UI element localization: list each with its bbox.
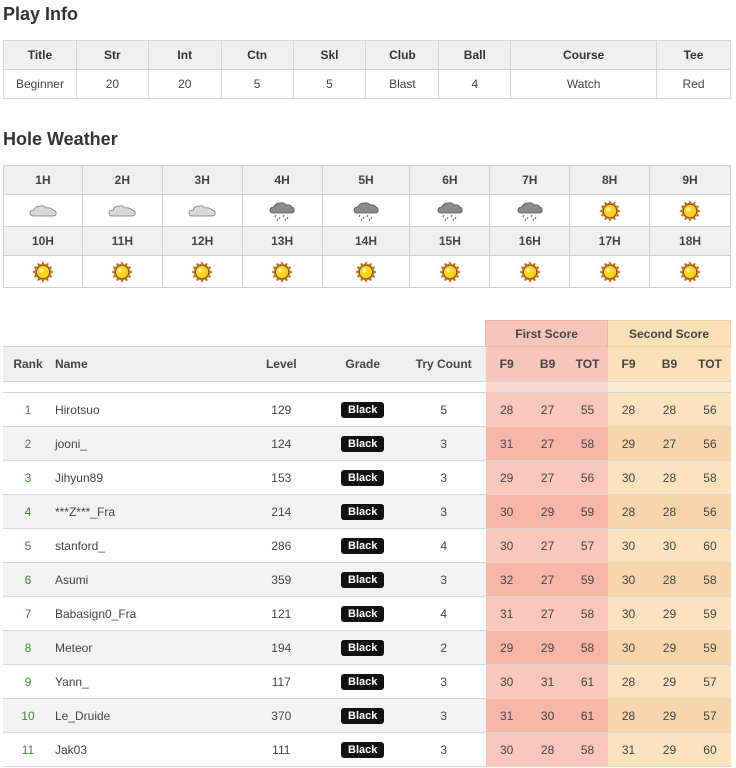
play-header-club: Club <box>366 41 439 70</box>
play-header-str: Str <box>76 41 148 70</box>
first-f9-cell: 30 <box>486 733 528 767</box>
second-b9-cell: 29 <box>649 699 689 733</box>
level-cell: 153 <box>239 461 324 495</box>
player-name-link[interactable]: ***Z***_Fra <box>53 495 239 529</box>
play-header-title: Title <box>4 41 77 70</box>
play-header-ctn: Ctn <box>221 41 293 70</box>
ranking-table <box>3 320 731 767</box>
first-tot-cell: 57 <box>568 529 608 563</box>
hole-weather-cell-5h <box>322 195 410 227</box>
second-tot-cell: 56 <box>689 495 730 529</box>
first-b9-cell: 29 <box>528 495 568 529</box>
first-f9-cell: 30 <box>486 665 528 699</box>
grade-cell <box>324 529 402 563</box>
hole-label-8h: 8H <box>570 166 650 195</box>
second-b9-cell: 30 <box>649 529 689 563</box>
hole-weather-cell-8h <box>570 195 650 227</box>
grade-cell <box>324 597 402 631</box>
hole-weather-cell-9h <box>650 195 731 227</box>
sun-icon <box>570 200 649 222</box>
grade-cell <box>324 461 402 495</box>
hole-label-10h: 10H <box>4 227 83 256</box>
hole-weather-cell-2h <box>82 195 162 227</box>
first-tot-cell: 61 <box>568 699 608 733</box>
hole-label-4h: 4H <box>242 166 322 195</box>
rain-cloud-icon <box>490 199 569 223</box>
try-count-column-header[interactable]: Try Count <box>402 347 486 382</box>
first-f9-cell: 31 <box>486 427 528 461</box>
first-f9-cell: 30 <box>486 495 528 529</box>
grade-cell <box>324 427 402 461</box>
ranking-row[interactable] <box>3 665 731 699</box>
first-b9-cell: 28 <box>528 733 568 767</box>
second-tot-cell: 58 <box>689 563 730 597</box>
hole-weather-cell-14h <box>322 256 410 288</box>
hole-label-14h: 14H <box>322 227 410 256</box>
hole-label-9h: 9H <box>650 166 731 195</box>
first-f9-cell: 28 <box>486 393 528 427</box>
hole-label-6h: 6H <box>410 166 490 195</box>
first-tot-cell: 59 <box>568 563 608 597</box>
second-f9-cell: 28 <box>608 665 650 699</box>
second-tot-cell: 56 <box>689 393 730 427</box>
first-tot-cell: 55 <box>568 393 608 427</box>
first-b9-cell: 31 <box>528 665 568 699</box>
grade-badge: Black <box>341 504 384 520</box>
level-cell: 129 <box>239 393 324 427</box>
grade-badge: Black <box>341 606 384 622</box>
try-count-cell: 3 <box>402 699 486 733</box>
ranking-row[interactable] <box>3 733 731 767</box>
grade-badge: Black <box>341 436 384 452</box>
grade-badge: Black <box>341 742 384 758</box>
first-f9-cell: 29 <box>486 461 528 495</box>
first-tot-cell: 56 <box>568 461 608 495</box>
ranking-row[interactable] <box>3 699 731 733</box>
cloud-icon <box>83 201 162 221</box>
first-tot-cell: 58 <box>568 733 608 767</box>
first-tot-cell: 61 <box>568 665 608 699</box>
player-name-link[interactable]: Jihyun89 <box>53 461 239 495</box>
first-tot-cell: 58 <box>568 631 608 665</box>
rank-cell: 1 <box>3 393 53 427</box>
first-b9-cell: 27 <box>528 461 568 495</box>
player-name-link[interactable]: Babasign0_Fra <box>53 597 239 631</box>
play-value-ctn: 5 <box>221 70 293 99</box>
sun-icon <box>650 200 730 222</box>
play-value-str: 20 <box>76 70 148 99</box>
sun-icon <box>410 261 489 283</box>
ranking-row[interactable] <box>3 529 731 563</box>
second-f9-cell: 28 <box>608 393 650 427</box>
first-f9-header: F9 <box>486 347 528 382</box>
first-f9-cell: 31 <box>486 597 528 631</box>
hole-weather-cell-4h <box>242 195 322 227</box>
level-cell: 111 <box>239 733 324 767</box>
second-tot-cell: 57 <box>689 665 730 699</box>
level-cell: 286 <box>239 529 324 563</box>
second-b9-cell: 29 <box>649 631 689 665</box>
second-b9-cell: 29 <box>649 665 689 699</box>
hole-label-5h: 5H <box>322 166 410 195</box>
first-b9-cell: 27 <box>528 563 568 597</box>
rain-cloud-icon <box>323 199 410 223</box>
second-b9-cell: 28 <box>649 495 689 529</box>
play-value-int: 20 <box>148 70 221 99</box>
second-f9-cell: 29 <box>608 427 650 461</box>
grade-cell <box>324 665 402 699</box>
hole-weather-cell-3h <box>162 195 242 227</box>
grade-cell <box>324 631 402 665</box>
grade-badge: Black <box>341 640 384 656</box>
second-b9-cell: 29 <box>649 733 689 767</box>
rank-cell: 5 <box>3 529 53 563</box>
rank-column-header[interactable]: Rank <box>3 347 53 382</box>
first-tot-header: TOT <box>568 347 608 382</box>
second-f9-cell: 30 <box>608 529 650 563</box>
hole-weather-cell-11h <box>82 256 162 288</box>
hole-label-7h: 7H <box>490 166 570 195</box>
grade-badge: Black <box>341 402 384 418</box>
first-f9-cell: 32 <box>486 563 528 597</box>
play-info-title: Play Info <box>3 4 79 24</box>
player-name-link[interactable]: Jak03 <box>53 733 239 767</box>
sun-icon <box>243 261 322 283</box>
play-value-title: Beginner <box>4 70 77 99</box>
rank-cell: 3 <box>3 461 53 495</box>
second-f9-cell: 28 <box>608 495 650 529</box>
play-header-course: Course <box>511 41 657 70</box>
player-name-link[interactable]: stanford_ <box>53 529 239 563</box>
sun-icon <box>83 261 162 283</box>
second-tot-cell: 60 <box>689 529 730 563</box>
second-b9-cell: 29 <box>649 597 689 631</box>
level-cell: 121 <box>239 597 324 631</box>
first-b9-cell: 27 <box>528 393 568 427</box>
ranking-row[interactable] <box>3 495 731 529</box>
first-b9-cell: 27 <box>528 529 568 563</box>
rank-cell: 11 <box>3 733 53 767</box>
second-tot-cell: 59 <box>689 631 730 665</box>
sun-icon <box>163 261 242 283</box>
second-b9-cell: 28 <box>649 393 689 427</box>
first-f9-cell: 29 <box>486 631 528 665</box>
try-count-cell: 4 <box>402 529 486 563</box>
hole-weather-cell-13h <box>242 256 322 288</box>
second-f9-cell: 30 <box>608 597 650 631</box>
level-cell: 117 <box>239 665 324 699</box>
second-f9-cell: 31 <box>608 733 650 767</box>
player-name-link[interactable]: Le_Druide <box>53 699 239 733</box>
rank-cell: 9 <box>3 665 53 699</box>
level-column-header[interactable]: Level <box>239 347 324 382</box>
first-b9-cell: 27 <box>528 427 568 461</box>
grade-badge: Black <box>341 538 384 554</box>
hole-label-1h: 1H <box>4 166 83 195</box>
try-count-cell: 3 <box>402 427 486 461</box>
first-tot-cell: 59 <box>568 495 608 529</box>
hole-weather-cell-6h <box>410 195 490 227</box>
second-f9-header: F9 <box>608 347 650 382</box>
grade-cell <box>324 699 402 733</box>
hole-weather-table <box>3 165 731 288</box>
second-tot-cell: 60 <box>689 733 730 767</box>
rank-cell: 4 <box>3 495 53 529</box>
second-tot-cell: 56 <box>689 427 730 461</box>
hole-weather-cell-18h <box>650 256 731 288</box>
hole-label-2h: 2H <box>82 166 162 195</box>
ranking-row[interactable] <box>3 597 731 631</box>
try-count-cell: 5 <box>402 393 486 427</box>
ranking-row[interactable] <box>3 631 731 665</box>
first-b9-cell: 29 <box>528 631 568 665</box>
second-tot-cell: 57 <box>689 699 730 733</box>
rank-cell: 2 <box>3 427 53 461</box>
level-cell: 124 <box>239 427 324 461</box>
play-header-tee: Tee <box>657 41 731 70</box>
second-b9-cell: 27 <box>649 427 689 461</box>
second-b9-cell: 28 <box>649 563 689 597</box>
player-name-link[interactable]: Yann_ <box>53 665 239 699</box>
hole-label-17h: 17H <box>570 227 650 256</box>
hole-label-18h: 18H <box>650 227 731 256</box>
hole-label-3h: 3H <box>162 166 242 195</box>
hole-weather-cell-10h <box>4 256 83 288</box>
name-column-header[interactable]: Name <box>53 347 239 382</box>
first-f9-cell: 30 <box>486 529 528 563</box>
second-tot-cell: 58 <box>689 461 730 495</box>
grade-cell <box>324 733 402 767</box>
hole-label-15h: 15H <box>410 227 490 256</box>
grade-badge: Black <box>341 470 384 486</box>
level-cell: 359 <box>239 563 324 597</box>
first-b9-cell: 27 <box>528 597 568 631</box>
level-cell: 370 <box>239 699 324 733</box>
player-name-link[interactable]: jooni_ <box>53 427 239 461</box>
rain-cloud-icon <box>243 199 322 223</box>
hole-weather-cell-7h <box>490 195 570 227</box>
hole-label-12h: 12H <box>162 227 242 256</box>
rank-cell: 10 <box>3 699 53 733</box>
second-tot-cell: 59 <box>689 597 730 631</box>
play-value-ball: 4 <box>439 70 511 99</box>
second-f9-cell: 30 <box>608 631 650 665</box>
hole-label-16h: 16H <box>490 227 570 256</box>
play-header-ball: Ball <box>439 41 511 70</box>
try-count-cell: 3 <box>402 563 486 597</box>
first-score-header: First Score <box>486 321 608 347</box>
hole-weather-cell-16h <box>490 256 570 288</box>
play-value-club: Blast <box>366 70 439 99</box>
hole-weather-cell-17h <box>570 256 650 288</box>
try-count-cell: 3 <box>402 461 486 495</box>
try-count-cell: 3 <box>402 665 486 699</box>
second-f9-cell: 28 <box>608 699 650 733</box>
sun-icon <box>490 261 569 283</box>
try-count-cell: 3 <box>402 495 486 529</box>
play-value-skl: 5 <box>293 70 366 99</box>
grade-column-header[interactable]: Grade <box>324 347 402 382</box>
rank-cell: 8 <box>3 631 53 665</box>
first-tot-cell: 58 <box>568 597 608 631</box>
first-b9-header: B9 <box>528 347 568 382</box>
sun-icon <box>650 261 730 283</box>
second-f9-cell: 30 <box>608 461 650 495</box>
hole-label-13h: 13H <box>242 227 322 256</box>
level-cell: 194 <box>239 631 324 665</box>
player-name-link[interactable]: Asumi <box>53 563 239 597</box>
play-value-course: Watch <box>511 70 657 99</box>
second-tot-header: TOT <box>689 347 730 382</box>
hole-weather-cell-1h <box>4 195 83 227</box>
hole-label-11h: 11H <box>82 227 162 256</box>
grade-cell <box>324 563 402 597</box>
grade-cell <box>324 393 402 427</box>
rain-cloud-icon <box>410 199 489 223</box>
player-name-link[interactable]: Hirotsuo <box>53 393 239 427</box>
play-info-table <box>3 40 731 99</box>
hole-weather-title: Hole Weather <box>3 129 118 149</box>
play-value-tee: Red <box>657 70 731 99</box>
sun-icon <box>570 261 649 283</box>
grade-cell <box>324 495 402 529</box>
try-count-cell: 2 <box>402 631 486 665</box>
ranking-row[interactable] <box>3 393 731 427</box>
cloud-icon <box>4 201 82 221</box>
hole-weather-cell-12h <box>162 256 242 288</box>
second-b9-cell: 28 <box>649 461 689 495</box>
ranking-row[interactable] <box>3 427 731 461</box>
sun-icon <box>323 261 410 283</box>
cloud-icon <box>163 201 242 221</box>
ranking-row[interactable] <box>3 563 731 597</box>
grade-badge: Black <box>341 572 384 588</box>
second-score-header: Second Score <box>608 321 731 347</box>
grade-badge: Black <box>341 674 384 690</box>
rank-cell: 6 <box>3 563 53 597</box>
try-count-cell: 4 <box>402 597 486 631</box>
second-b9-header: B9 <box>649 347 689 382</box>
first-b9-cell: 30 <box>528 699 568 733</box>
first-f9-cell: 31 <box>486 699 528 733</box>
try-count-cell: 3 <box>402 733 486 767</box>
second-f9-cell: 30 <box>608 563 650 597</box>
play-header-skl: Skl <box>293 41 366 70</box>
sun-icon <box>4 261 82 283</box>
first-tot-cell: 58 <box>568 427 608 461</box>
play-header-int: Int <box>148 41 221 70</box>
rank-cell: 7 <box>3 597 53 631</box>
hole-weather-cell-15h <box>410 256 490 288</box>
player-name-link[interactable]: Meteor <box>53 631 239 665</box>
ranking-row[interactable] <box>3 461 731 495</box>
level-cell: 214 <box>239 495 324 529</box>
grade-badge: Black <box>341 708 384 724</box>
